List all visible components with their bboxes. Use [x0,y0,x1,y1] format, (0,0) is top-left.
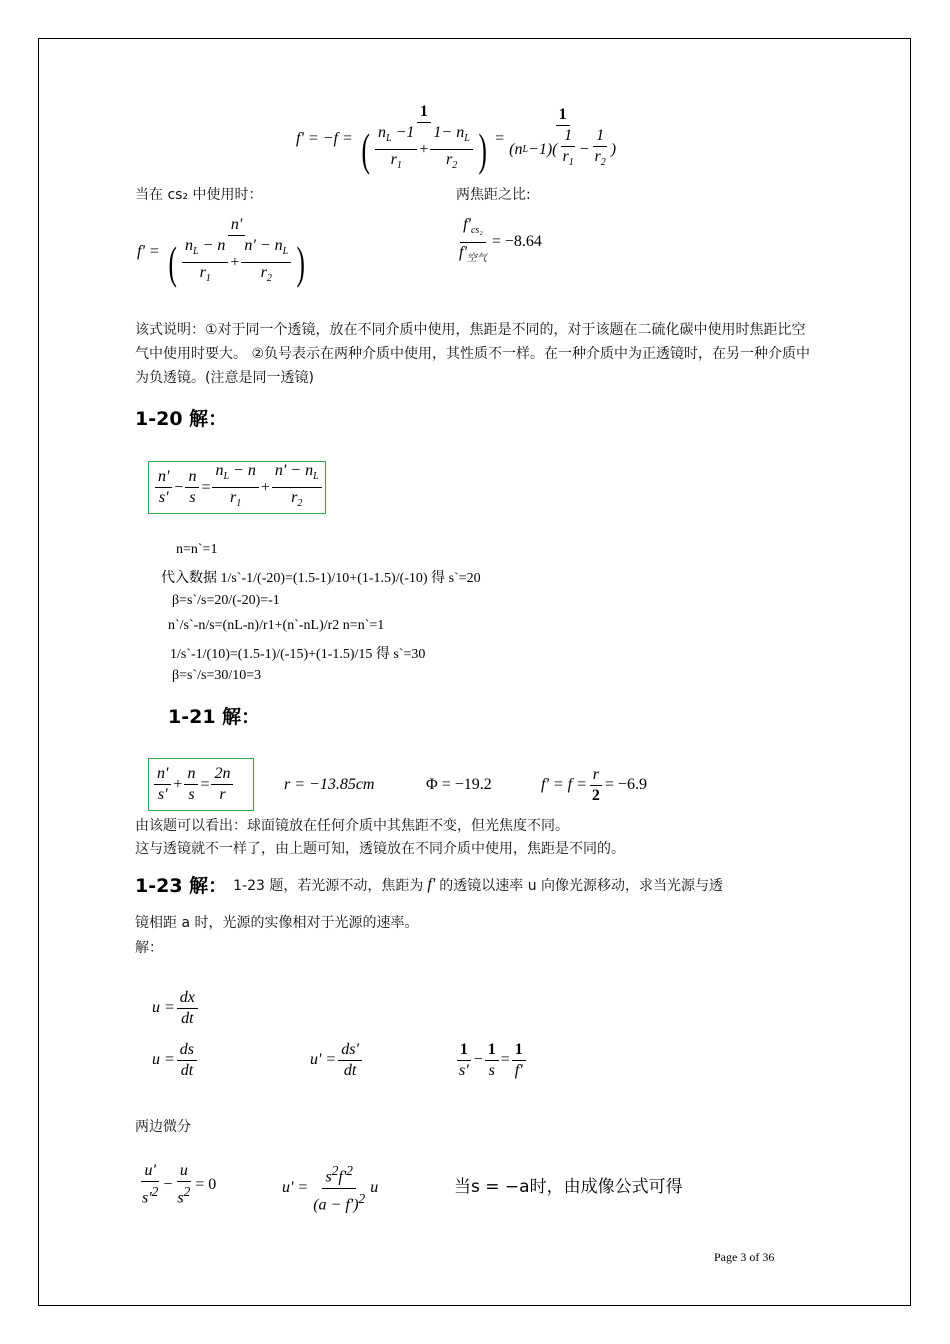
s120-line-3: β=s`/s=20/(-20)=-1 [172,593,280,608]
s120-line-5: 1/s`-1/(10)=(1.5-1)/(-15)+(1-1.5)/15 得 s`=30 [170,647,426,662]
s120-line-4: n`/s`-n/s=(nL-n)/r1+(n`-nL)/r2 n=n`=1 [168,618,385,633]
formula-lens-equation: $\frac{1}{s'}$ − $\frac{1}{s}$ = $\frac{1}{f'}$ [454,1037,528,1083]
cs2-label: 当在 cs₂ 中使用时： [135,187,263,203]
page-number: Page 3 of 36 [714,1250,775,1264]
s123-problem-line-1: 1-23 解： 1-23 题，若光源不动，焦距为 f' 的透镜以速率 u 向像光源移动，求当光源与透 [135,871,723,898]
s121-note-2: 这与透镜就不一样了，由上题可知，透镜放在不同介质中使用，焦距是不同的。 [135,841,625,857]
boxed-refraction-formula: $\frac{n'}{s'}$ − $\frac{n}{s}$ = $\frac{n_L - n}{r_1}$ + $\frac{n' - n_L}{r_2}$ [148,461,326,514]
fraction-2: 1 (n L −1)( $\frac{1}{r_1}$ − $\frac{1}{r_2}$ ) [509,105,617,169]
formula-mirror-focal: f' = f = $\frac{r}{2}$ = −6.9 [541,765,647,804]
ratio-label: 两焦距之比: [456,187,531,203]
formula-u-prime: u' = $\frac{ds'}{dt}$ [310,1037,364,1083]
heading-1-20: 1-20 解： [135,408,228,430]
formula-u-dxdt: u = $\frac{dx}{dt}$ [152,985,200,1031]
radius-value: r = −13.85cm [284,776,375,793]
fraction-1: 1 ( $\frac{n_L -1}{r_1}$ + $\frac{1- n_L}{r_2}$ ) [361,102,487,175]
power-value: Φ = −19.2 [426,776,492,793]
formula-f-prime-lhs: f' = −f = [296,130,353,147]
heading-1-21: 1-21 解： [168,706,261,728]
formula-derivative: $\frac{u'}{s'^2}$ − $\frac{u}{s^2}$ = 0 [142,1162,217,1207]
diff-label: 两边微分 [135,1119,191,1135]
heading-1-23: 1-23 解： [135,875,228,897]
s120-line-2: 代入数据 1/s`-1/(-20)=(1.5-1)/10+(1-1.5)/(-10) 得 s`=20 [161,571,481,586]
s120-line-1: n=n`=1 [176,542,218,557]
condition-text: 当s = −a时，由成像公式可得 [454,1177,683,1197]
formula-focal-ratio: $\frac{f'_{cs_2}}{f'_{空气}}$ = −8.64 [459,216,542,264]
s123-jie: 解： [135,940,163,956]
formula-focal-length-cs2: f' = n' ( $\frac{n_L - n}{r_1}$ + $\frac{n' - n_L}{r_2}$ ) [137,215,306,288]
explanation-paragraph: 该式说明：①对于同一个透镜，放在不同介质中使用，焦距是不同的，对于该题在二硫化碳中使用时焦距比空气中使用时要大。 ②负号表示在两种介质中使用，其性质不一样。在一种介质中为正透镜时，在另一种介质中为负透镜。(注意是同一透镜) [135,322,810,386]
s120-line-6: β=s`/s=30/10=3 [172,668,262,683]
ratio-value: = −8.64 [491,233,542,250]
s123-problem-line-2: 镜相距 a 时，光源的实像相对于光源的速率。 [135,915,419,931]
formula-u-dsdt: u = $\frac{ds}{dt}$ [152,1037,199,1083]
formula-focal-length-air: f' = −f = 1 ( $\frac{n_L -1}{r_1}$ + $\frac{1- n_L}{r_2}$ ) = 1 (n L −1)( $\frac{1}{r_1}$ − $\frac{1}{r_2}$ ) [296,100,621,178]
s121-note-1: 由该题可以看出：球面镜放在任何介质中其焦距不变，但光焦度不同。 [135,818,569,834]
boxed-mirror-formula: $\frac{n'}{s'}$ + $\frac{n}{s}$ = $\frac{2n}{r}$ [148,758,254,811]
formula-u-prime-result: u' = $\frac{s^2f'^2}{(a - f')^2}$ u [282,1163,379,1213]
